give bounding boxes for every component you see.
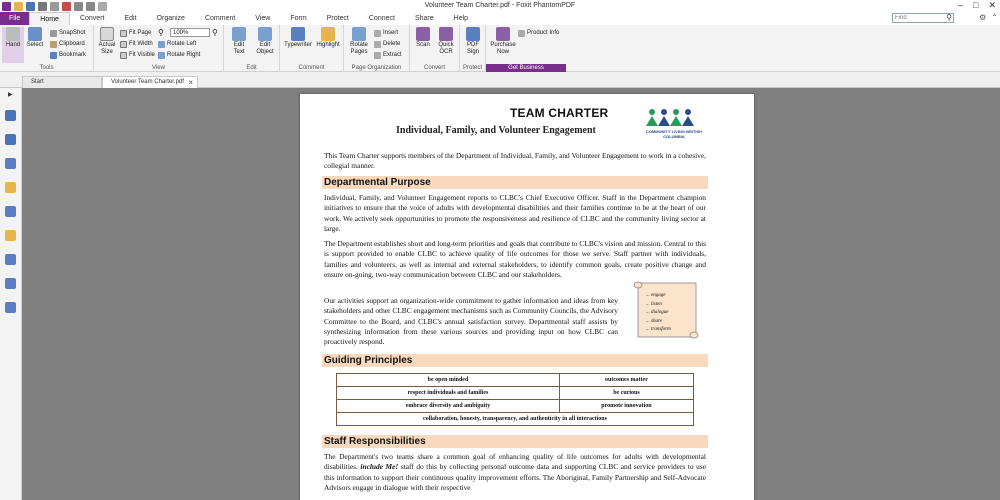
document-workspace[interactable] (22, 88, 1000, 500)
logo-figures (646, 109, 694, 126)
responsibilities-paragraph (324, 452, 706, 493)
rotate-right-button[interactable] (158, 50, 200, 60)
table-row (337, 400, 694, 413)
scan-label: Scan (416, 42, 430, 48)
scroll-item-engage: ... engage (646, 293, 666, 298)
scan-button[interactable] (412, 27, 434, 49)
tab-start-label: Start (31, 79, 44, 85)
fit-visible-icon (120, 52, 127, 59)
section-heading-purpose: Departmental Purpose (322, 176, 708, 189)
principle-cell: embrace diversity and ambiguity (337, 400, 560, 413)
resp-text-a: The Department's two teams share a common goal of enhancing quality of life outcomes for adults with developmental disabilities. (324, 452, 706, 472)
rotate-pages-button[interactable] (346, 27, 372, 56)
navigation-panel (0, 88, 22, 500)
scroll-item-listen: ... listen (646, 301, 662, 307)
highlight-label: Highlight (316, 42, 340, 48)
snapshot-icon (50, 30, 57, 37)
group-label-convert: Convert (423, 65, 445, 71)
edit-text-icon (232, 27, 246, 41)
rotate-right-icon (158, 52, 165, 59)
section-heading-principles: Guiding Principles (322, 354, 708, 367)
resp-text-b: staff do this by collecting personal outcome data and supporting CLBC and service providers to use this information to support their continuous quality improvement efforts. The Aboriginal, Family Partnership and Self-Advocate Advisors engage in dialogue with their respective (324, 462, 706, 492)
actual-size-label: Actual Size (98, 42, 116, 55)
principle-cell: collaboration, honesty, transparency, and authenticity in all interactions (337, 413, 694, 426)
group-tools (0, 25, 94, 72)
zoom-in-icon[interactable]: ⚲ (212, 27, 218, 37)
rotate-right-label: Rotate Right (167, 52, 201, 58)
doc-subtitle: Individual, Family, and Volunteer Engagement (396, 125, 596, 136)
rotate-pages-label: Rotate Pages (350, 42, 368, 55)
clipboard-button[interactable] (50, 39, 85, 49)
window-controls (958, 0, 996, 11)
fit-width-label: Fit Width (129, 41, 153, 47)
insert-button[interactable] (374, 28, 398, 38)
close-icon[interactable]: ✕ (988, 0, 996, 10)
quick-access-toolbar (0, 2, 107, 11)
group-label-tools: Tools (39, 65, 54, 71)
expand-panel-icon[interactable]: ▶ (8, 92, 13, 98)
bookmark-icon (50, 52, 57, 59)
hand-icon (6, 27, 20, 41)
purchase-now-label: Purchase Now (490, 42, 516, 55)
product-info-label: Product Info (527, 30, 560, 36)
extract-button[interactable] (374, 50, 402, 60)
purpose-paragraph-1: Individual, Family, and Volunteer Engagement reports to CLBC's Chief Executive Officer. Staff in the Department champion initiatives to ensure that the voice of adults with developmental disabilities and their families continue to be at the heart of our work. We actively seek opportunities to promote the responsiveness and resilience of CLBC and the community living sector at large. (324, 193, 706, 233)
hand-button[interactable] (2, 27, 24, 63)
select-icon (28, 27, 42, 41)
tab-form[interactable]: Form (290, 15, 307, 22)
snapshot-button[interactable] (50, 28, 85, 38)
tab-document[interactable] (102, 76, 198, 88)
principle-cell: be open minded (337, 374, 560, 387)
product-info-button[interactable] (518, 28, 559, 38)
tab-connect[interactable]: Connect (368, 15, 395, 22)
zoom-out-icon[interactable]: ⚲ (158, 27, 164, 37)
doc-title: TEAM CHARTER (510, 106, 609, 120)
tab-home[interactable]: Home (29, 12, 70, 25)
fit-page-button[interactable] (120, 28, 151, 38)
tab-document-label: Volunteer Team Charter.pdf (111, 79, 184, 85)
quick-ocr-icon (439, 27, 453, 41)
delete-button[interactable] (374, 39, 400, 49)
product-info-icon (518, 30, 525, 37)
rotate-left-icon (158, 41, 165, 48)
scan-icon (416, 27, 430, 41)
group-label-get-business: Get Business (486, 64, 566, 72)
search-icon[interactable]: ⚲ (946, 13, 952, 22)
clipboard-label: Clipboard (59, 41, 85, 47)
email-icon[interactable] (50, 2, 59, 11)
scroll-list (646, 292, 671, 335)
window-title: Volunteer Team Charter.pdf - Foxit PhantomPDF (424, 2, 576, 9)
pages-icon[interactable] (5, 134, 16, 145)
bookmark-button[interactable] (50, 50, 86, 60)
extract-label: Extract (383, 52, 402, 58)
app-icon (2, 2, 11, 11)
fit-page-icon (120, 30, 127, 37)
group-label-protect: Protect (462, 65, 482, 71)
tab-comment[interactable]: Comment (204, 15, 236, 22)
section-heading-responsibilities: Staff Responsibilities (322, 435, 708, 448)
layers-icon[interactable] (5, 158, 16, 169)
pdf-icon[interactable] (62, 2, 71, 11)
typewriter-icon (291, 27, 305, 41)
edit-object-label: Edit Object (256, 42, 274, 55)
purpose-paragraph-3: Our activities support an organization-wide commitment to gather information and ideas from key stakeholders and other CLBC engagement mechanisms such as Community Councils, the Advisory Committee to the Board, and CLBC's annual satisfaction survey. Departmental staff assists by synthesizing information from these various sources and providing input on how CLBC can proactively respond. (324, 296, 618, 347)
close-tab-icon[interactable]: × (188, 78, 193, 87)
group-view (94, 25, 224, 72)
ribbon (0, 25, 1000, 72)
security-icon[interactable] (5, 230, 16, 241)
purchase-now-button[interactable] (489, 27, 517, 56)
tab-convert[interactable]: Convert (79, 15, 105, 22)
group-protect (460, 25, 486, 72)
search-input[interactable] (892, 13, 954, 23)
rotate-left-label: Rotate Left (167, 41, 197, 47)
hand-label: Hand (5, 42, 21, 48)
bookmarks-icon[interactable] (5, 110, 16, 121)
group-label-comment: Comment (298, 65, 325, 71)
tools-icon[interactable] (5, 302, 16, 313)
tab-edit[interactable]: Edit (124, 15, 137, 22)
scroll-item-dialogue: ... dialogue (646, 310, 669, 316)
delete-icon (374, 41, 381, 48)
redo-icon[interactable] (86, 2, 95, 11)
fit-page-label: Fit Page (129, 30, 152, 36)
typewriter-button[interactable] (283, 27, 313, 49)
actual-size-button[interactable] (96, 27, 118, 56)
pdf-sign-label: PDF Sign (466, 42, 479, 55)
group-page-organization (344, 25, 410, 72)
extract-icon (374, 52, 381, 59)
group-label-edit: Edit (246, 65, 257, 71)
logo-text: COMMUNITY LIVING BRITISH COLUMBIA (645, 129, 703, 139)
select-label: Select (26, 42, 44, 48)
insert-label: Insert (383, 30, 399, 36)
fit-width-button[interactable] (120, 39, 153, 49)
clipboard-icon (50, 41, 57, 48)
group-comment (280, 25, 344, 72)
attachments-icon[interactable] (5, 206, 16, 217)
tab-start[interactable] (22, 76, 102, 88)
insert-icon (374, 30, 381, 37)
principles-table (336, 373, 694, 426)
pdf-sign-icon (466, 27, 480, 41)
open-icon[interactable] (14, 2, 23, 11)
tab-organize[interactable]: Organize (156, 15, 185, 22)
undo-icon[interactable] (74, 2, 83, 11)
group-label-page-organization: Page Organization (351, 65, 402, 71)
principle-cell: outcomes matter (559, 374, 693, 387)
content-icon[interactable] (5, 278, 16, 289)
tab-protect[interactable]: Protect (326, 15, 349, 22)
table-row (337, 387, 694, 400)
rotate-left-button[interactable] (158, 39, 196, 49)
minimize-icon[interactable]: – (958, 0, 964, 10)
tab-file[interactable]: File (0, 12, 29, 25)
bookmark-label: Bookmark (59, 52, 87, 58)
quick-ocr-label: Quick OCR (438, 42, 454, 55)
typewriter-label: Typewriter (284, 42, 312, 48)
settings-icon[interactable]: ⚙ (979, 13, 987, 22)
group-convert (410, 25, 460, 72)
actual-size-icon (100, 27, 114, 41)
save-icon[interactable] (26, 2, 35, 11)
tab-view[interactable]: View (255, 15, 271, 22)
print-icon[interactable] (38, 2, 47, 11)
signatures-icon[interactable] (5, 254, 16, 265)
purpose-paragraph-2: The Department establishes short and long-term priorities and goals that contribute to CLBC's vision and mission. Central to this is support provided to enable CLBC to achieve quality of life outcomes for those we serve. Staff partner with individuals, families and volunteers, as well as internal and external stakeholders, to identify common goals, create positive change and ensure on-going, two-way communication between CLBC and our stakeholders. (324, 239, 706, 279)
principle-cell: promote innovation (559, 400, 693, 413)
group-edit (224, 25, 280, 72)
principle-cell: be curious (559, 387, 693, 400)
edit-text-label: Edit Text (233, 42, 245, 55)
ribbon-collapse-icon[interactable]: ⌃ (991, 13, 998, 22)
intro-paragraph: This Team Charter supports members of the Department of Individual, Family, and Volunteer Engagement to work in a cohesive, collegial manner. (324, 151, 706, 171)
delete-label: Delete (383, 41, 401, 47)
fit-width-icon (120, 41, 127, 48)
highlight-button[interactable] (314, 27, 342, 49)
edit-text-button[interactable] (228, 27, 250, 56)
rotate-pages-icon (352, 27, 366, 41)
table-row (337, 413, 694, 426)
select-button[interactable] (24, 27, 46, 49)
hand-small-icon[interactable] (98, 2, 107, 11)
snapshot-label: SnapShot (59, 30, 86, 36)
maximize-icon[interactable]: □ (973, 0, 979, 10)
group-get-business (486, 25, 566, 72)
tab-share[interactable]: Share (414, 15, 434, 22)
principle-cell: respect individuals and families (337, 387, 560, 400)
highlight-icon (321, 27, 335, 41)
cart-icon (496, 27, 510, 41)
edit-object-button[interactable] (252, 27, 278, 56)
right-tools (979, 13, 998, 22)
group-label-view: View (152, 65, 165, 71)
document-tabs (0, 72, 1000, 88)
fit-visible-button[interactable] (120, 50, 155, 60)
pdf-sign-button[interactable] (462, 27, 484, 56)
scroll-item-share: ... share (646, 318, 662, 324)
quick-ocr-button[interactable] (435, 27, 457, 56)
title-bar (0, 0, 1000, 12)
tab-help[interactable]: Help (453, 15, 469, 22)
zoom-select[interactable]: 100% (170, 28, 210, 37)
resp-emphasis: include Me! (360, 462, 399, 472)
fit-visible-label: Fit Visible (129, 52, 155, 58)
pdf-page (300, 94, 754, 500)
edit-object-icon (258, 27, 272, 41)
comments-icon[interactable] (5, 182, 16, 193)
menu-bar (0, 12, 1000, 25)
scroll-item-transform: ... transform (646, 327, 671, 333)
table-row (337, 374, 694, 387)
